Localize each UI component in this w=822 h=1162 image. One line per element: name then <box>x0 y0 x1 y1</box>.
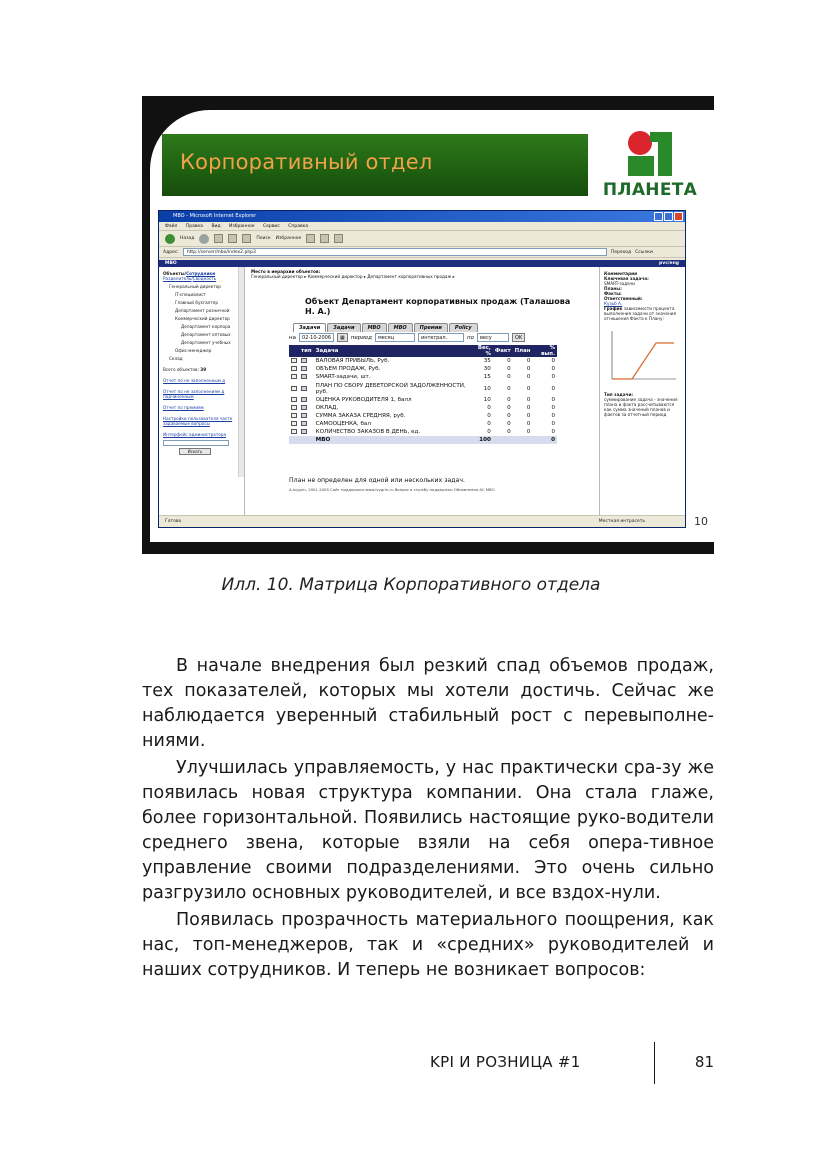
forward-arrow-icon[interactable] <box>199 234 209 244</box>
status-bar <box>159 515 685 527</box>
logo-mark-icon <box>600 126 700 182</box>
task-name[interactable]: ОБЪЕМ ПРОДАЖ, Руб. <box>315 366 381 372</box>
favorites-label[interactable]: Избранное <box>275 236 302 241</box>
task-plan: 0 <box>526 421 531 427</box>
go-button[interactable]: Переход <box>610 249 632 255</box>
period-select[interactable]: месяц <box>375 333 415 342</box>
graph-text: зависимости процента выполнения задачи от значения отношения Факта к Плану: <box>604 306 677 321</box>
task-fact: 0 <box>507 429 511 435</box>
menu-item-help[interactable]: Справка <box>288 224 309 229</box>
planeta-logo <box>600 126 700 206</box>
report-link[interactable]: Отчет по премиям <box>163 405 204 410</box>
task-pct: 0 <box>551 374 555 380</box>
total-spacer <box>513 436 533 444</box>
tab-tasks[interactable]: Задачи <box>293 323 326 332</box>
tree-item[interactable]: Департамент розничной <box>175 308 230 313</box>
task-fact: 0 <box>507 358 511 364</box>
browser-toolbar <box>159 231 685 247</box>
mode-select[interactable]: интеграл. <box>418 333 464 342</box>
task-plan: 0 <box>526 405 531 411</box>
col-type: тип <box>299 345 314 357</box>
breadcrumb <box>249 267 595 281</box>
article-body <box>142 654 714 985</box>
task-type-text: суммирование задача - значения плана и факта рассчитываются как сумма значений планов и фактов за отчетный период <box>604 397 678 417</box>
fact-label: Факты: <box>604 291 622 296</box>
key-task-label: Ключевая задача: <box>604 276 649 281</box>
col-task: Задача <box>314 345 470 357</box>
tree-item[interactable]: Коммерческий директор <box>175 316 230 321</box>
responsible-label: Ответственный: <box>604 296 643 301</box>
report-link[interactable]: Отчет по не заполненным д <box>163 378 226 383</box>
stop-icon[interactable] <box>214 234 223 243</box>
row-toggle-icon[interactable] <box>289 357 299 365</box>
search-box[interactable] <box>163 440 229 446</box>
menu-item-view[interactable]: Вид <box>211 224 221 229</box>
settings-link[interactable]: Настройки пользователя часто задаваемые вопросы <box>163 416 233 426</box>
task-name[interactable]: СУММА ЗАКАЗА СРЕДНЯЯ, руб. <box>315 413 406 419</box>
app-header <box>159 260 685 267</box>
row-toggle-icon[interactable] <box>289 396 299 404</box>
tree-item[interactable]: Офис-менеджер <box>175 348 212 353</box>
task-plan: 0 <box>526 358 531 364</box>
mini-graph <box>604 327 678 387</box>
total-weight: 100 <box>469 436 492 444</box>
task-weight: 0 <box>487 421 491 427</box>
footer-links[interactable]: A.Ivygrin, 2001-2005 Сайт поддержки www.ivygrin.ru Вопрос в службу поддержки Обновления АС MBO <box>289 487 495 492</box>
task-pct: 0 <box>551 421 555 427</box>
task-name[interactable]: КОЛИЧЕСТВО ЗАКАЗОВ В ДЕНЬ, ед. <box>315 429 421 435</box>
plan-warning: План не определен для одной или нескольких задач. <box>289 477 465 484</box>
maximize-button[interactable] <box>664 212 673 221</box>
objects-count-value: 39 <box>200 367 207 372</box>
tab-tasks-2[interactable]: Задачи <box>327 323 360 332</box>
task-name[interactable]: ОКЛАД, <box>315 405 339 411</box>
date-input[interactable]: 02-10-2006 <box>299 333 334 342</box>
calendar-icon[interactable]: ▦ <box>337 333 348 342</box>
ok-button[interactable]: OK <box>512 333 525 342</box>
tabs <box>293 323 478 332</box>
responsible-value[interactable]: Кузьб А. <box>604 301 623 306</box>
by-label: по <box>466 334 474 341</box>
row-toggle-icon[interactable] <box>289 365 299 373</box>
link-employees[interactable]: Сотрудники <box>186 271 216 276</box>
back-arrow-icon[interactable] <box>165 234 175 244</box>
task-type-icon <box>299 365 314 373</box>
plan-label: Планы: <box>604 286 622 291</box>
logo-text: ПЛАНЕТА <box>602 180 698 200</box>
address-bar <box>159 247 685 258</box>
task-name[interactable]: SMART-задачи, шт. <box>315 374 371 380</box>
tree-item[interactable]: Департамент учебных <box>181 340 231 345</box>
slide-header <box>162 134 588 196</box>
task-fact: 0 <box>507 405 511 411</box>
task-fact: 0 <box>507 397 511 403</box>
tab-mbo-2[interactable]: MBO <box>388 323 413 332</box>
objects-count-label: Всего объектов: <box>163 367 199 372</box>
address-label: Адрес: <box>163 249 179 255</box>
table-row[interactable] <box>289 396 557 404</box>
paragraph: Появилась прозрачность материального поощрения, как нас, топ-менеджеров, так и «средних» руководителей и наших сотрудников. И теперь не возникает вопросов: <box>142 910 714 980</box>
task-fact: 0 <box>507 413 511 419</box>
task-weight: 0 <box>487 405 491 411</box>
page-number: 81 <box>694 1053 714 1071</box>
table-row[interactable] <box>289 357 557 365</box>
comments-panel <box>599 267 685 515</box>
task-type-icon <box>299 428 314 436</box>
task-plan: 0 <box>526 397 531 403</box>
object-title: Объект Департамент корпоративных продаж (Талашова Н. А.) <box>305 297 571 316</box>
col-spacer <box>289 345 299 357</box>
tree-item[interactable]: Департамент корпора <box>181 324 231 329</box>
total-spacer <box>493 436 513 444</box>
search-label[interactable]: Поиск <box>256 236 271 241</box>
task-weight: 35 <box>483 358 491 364</box>
task-plan: 0 <box>526 385 531 392</box>
admin-link[interactable]: Интерфейс администратора <box>163 432 227 437</box>
task-type-icon <box>299 381 314 396</box>
tree-item[interactable]: Генеральный директор <box>169 284 221 289</box>
task-name[interactable]: САМООЦЕНКА, бал <box>315 421 371 427</box>
links-label[interactable]: Ссылки <box>635 249 653 255</box>
search-button[interactable]: Искать <box>179 448 211 455</box>
tab-bonuses[interactable]: Премии <box>414 323 448 332</box>
zone-text: Местная интрасеть <box>598 519 645 524</box>
task-type-icon <box>299 357 314 365</box>
task-weight: 30 <box>483 366 491 372</box>
page-content <box>159 260 685 515</box>
task-type-icon <box>299 373 314 381</box>
running-footer: KPI И РОЗНИЦА #1 <box>430 1053 581 1071</box>
table-row[interactable] <box>289 412 557 420</box>
tree-item[interactable]: Главный бухгалтер <box>175 300 219 305</box>
figure-slide <box>142 96 714 554</box>
status-text: Готово <box>165 519 182 524</box>
task-fact: 0 <box>507 366 511 372</box>
task-type-icon <box>299 396 314 404</box>
row-toggle-icon[interactable] <box>289 404 299 412</box>
history-icon[interactable] <box>306 234 315 243</box>
task-name[interactable]: ВАЛОВАЯ ПРИБЫЛЬ, Руб. <box>315 358 390 364</box>
key-task-value: SMART-задачи <box>604 281 635 286</box>
task-plan: 0 <box>526 413 531 419</box>
row-toggle-icon[interactable] <box>289 373 299 381</box>
link-separator[interactable]: Разделитель <box>163 276 192 281</box>
table-header <box>289 345 557 357</box>
mail-icon[interactable] <box>320 234 329 243</box>
paragraph: В начале внедрения был резкий спад объемов продаж, тех показателей, которых мы хотели достичь. Сейчас же наблюдается уверенный стабильный рост с перевыполне-ниями. <box>142 656 714 751</box>
total-spacer <box>289 436 299 444</box>
task-type-icon <box>299 404 314 412</box>
graph-description <box>604 306 681 321</box>
footer-divider <box>654 1042 655 1084</box>
task-plan: 0 <box>526 429 531 435</box>
task-weight: 10 <box>483 385 491 392</box>
slide-title: Корпоративный отдел <box>180 150 433 174</box>
task-plan: 0 <box>526 366 531 372</box>
task-fact: 0 <box>507 385 511 392</box>
task-fact: 0 <box>507 421 511 427</box>
task-weight: 15 <box>483 374 491 380</box>
table-row[interactable] <box>289 373 557 381</box>
objects-title-label: Объекты/ <box>163 271 187 276</box>
mbo-table <box>289 345 557 444</box>
language-switch[interactable]: pvc/eng <box>659 261 679 266</box>
refresh-icon[interactable] <box>228 234 237 243</box>
menu-item-favorites[interactable]: Избранное <box>229 224 255 229</box>
breadcrumb-path[interactable]: Генеральный директор ▸ Коммерческий директор ▸ Департамент корпоративных продаж ▸ <box>251 274 455 279</box>
row-toggle-icon[interactable] <box>289 428 299 436</box>
task-pct: 0 <box>551 413 555 419</box>
table-row[interactable] <box>289 381 557 396</box>
task-weight: 0 <box>487 429 491 435</box>
col-plan: План <box>513 345 533 357</box>
window-titlebar <box>159 211 685 222</box>
minimize-button[interactable] <box>654 212 663 221</box>
col-weight: Вес, % <box>469 345 492 357</box>
by-select[interactable]: весу <box>477 333 509 342</box>
task-type-label: Тип задачи: <box>604 392 634 397</box>
task-pct: 0 <box>551 405 555 411</box>
breadcrumb-label: Место в иерархии объектов: <box>251 269 321 274</box>
link-summary[interactable]: Сводность <box>192 276 217 281</box>
objects-panel <box>159 267 245 515</box>
total-label: MBO <box>314 436 470 444</box>
task-pct: 0 <box>551 397 555 403</box>
tree-item[interactable]: IT-специалист <box>175 292 206 297</box>
tab-policy[interactable]: Policy <box>449 323 478 332</box>
home-icon[interactable] <box>242 234 251 243</box>
menu-bar <box>159 222 685 231</box>
menu-item-tools[interactable]: Сервис <box>263 224 280 229</box>
task-pct: 0 <box>551 429 555 435</box>
total-pct: 0 <box>532 436 557 444</box>
table-row[interactable] <box>289 420 557 428</box>
row-toggle-icon[interactable] <box>289 381 299 396</box>
row-toggle-icon[interactable] <box>289 420 299 428</box>
address-input[interactable]: http://server/mbo/index2.php3 <box>183 248 607 256</box>
table-row[interactable] <box>289 428 557 436</box>
task-pct: 0 <box>551 366 555 372</box>
task-name[interactable]: ПЛАН ПО СБОРУ ДЕБЕТОРСКОЙ ЗАДОЛЖЕННОСТИ, руб. <box>315 382 466 395</box>
on-label: на <box>289 334 296 341</box>
table-row[interactable] <box>289 404 557 412</box>
report-link[interactable]: Отчет по не заполнениям д подчинённым <box>163 389 225 399</box>
paragraph: Улучшилась управляемость, у нас практически сра-зу же появилась новая структура компании. Она стала глаже, более горизонтальной. Появились настоящие руко-водители среднего звена, которые взяли на себя опера-тивное управление своими подразделениями. Это очень сильно разгрузило основных руководителей, и все вздох-нули. <box>142 758 714 903</box>
back-label[interactable]: Назад <box>180 236 195 241</box>
total-spacer <box>299 436 314 444</box>
tree-item[interactable]: Склад <box>169 356 183 361</box>
task-plan: 0 <box>526 374 531 380</box>
col-pct: % вып. <box>532 345 557 357</box>
col-fact: Факт <box>493 345 513 357</box>
close-button[interactable] <box>674 212 683 221</box>
menu-item-file[interactable]: Файл <box>165 224 178 229</box>
task-fact: 0 <box>507 374 511 380</box>
period-label: период <box>350 334 372 341</box>
task-pct: 0 <box>551 358 555 364</box>
scrollbar[interactable] <box>238 267 244 477</box>
task-weight: 0 <box>487 413 491 419</box>
ie-browser-window <box>158 210 686 528</box>
print-icon[interactable] <box>334 234 343 243</box>
objects-links: Разделитель/Сводность <box>163 276 217 281</box>
row-toggle-icon[interactable] <box>289 412 299 420</box>
table-row[interactable] <box>289 365 557 373</box>
comments-title: Комментарии <box>604 271 637 276</box>
graph-label: График <box>604 306 623 311</box>
tab-mbo[interactable]: MBO <box>362 323 387 332</box>
window-title: MBO - Microsoft Internet Explorer <box>173 213 257 219</box>
slide-number: 10 <box>694 515 708 528</box>
app-name: MBO <box>165 261 177 266</box>
menu-item-edit[interactable]: Правка <box>185 224 204 229</box>
tree-item[interactable]: Департамент оптовых <box>181 332 231 337</box>
task-type-icon <box>299 420 314 428</box>
total-row <box>289 436 557 444</box>
task-type-icon <box>299 412 314 420</box>
task-pct: 0 <box>551 385 555 392</box>
task-weight: 10 <box>483 397 491 403</box>
objects-count <box>163 367 240 372</box>
object-panel <box>249 267 595 515</box>
task-name[interactable]: ОЦЕНКА РУКОВОДИТЕЛЯ 1, балл <box>315 397 412 403</box>
figure-caption: Илл. 10. Матрица Корпоративного отдела <box>221 575 601 595</box>
period-filter <box>289 333 525 342</box>
